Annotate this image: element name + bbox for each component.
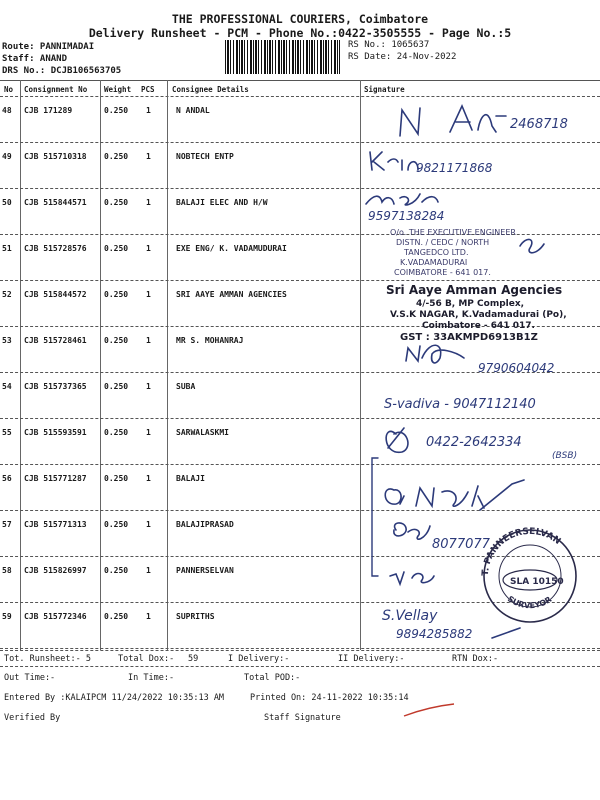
handwritten-phone: 2468718 [510,117,568,132]
signature-scribble [450,106,506,132]
row-number: 50 [2,198,12,207]
agency-stamp-line: 4/-56 B, MP Complex, [416,299,525,309]
weight-value: 0.250 [104,382,129,391]
row-number: 57 [2,520,12,529]
barcode [225,40,340,74]
handwritten-name-phone: S-vadiva - 9047112140 [384,397,536,412]
consignee-name: NOBTECH ENTP [176,152,234,161]
drs-number: DRS No.: DCJB106563705 [2,66,122,76]
rs-date: RS Date: 24-Nov-2022 [348,52,457,62]
col-pcs: PCS [141,85,155,94]
rs-number: RS No.: 1065637 [348,40,430,50]
weight-value: 0.250 [104,566,129,575]
weight-value: 0.250 [104,290,129,299]
consignment-number: CJB 515826997 [24,566,87,575]
out-time: Out Time:- [4,673,56,683]
i-delivery: I Delivery:- [228,654,290,664]
ii-delivery: II Delivery:- [338,654,405,664]
weight-value: 0.250 [104,152,129,161]
total-pod: Total POD:- [244,673,301,683]
runsheet-subtitle: Delivery Runsheet - PCM - Phone No.:0422-3505555 - Page No.:5 [88,26,512,40]
consignee-name: BALAJI ELEC AND H/W [176,198,268,207]
weight-value: 0.250 [104,474,129,483]
office-stamp-line: K.VADAMADURAI [400,258,468,267]
handwritten-phone: 9597138284 [368,209,445,223]
pcs-value: 1 [146,520,151,529]
consignee-name: MR S. MOHANRAJ [176,336,244,345]
consignment-number: CJB 515771287 [24,474,87,483]
signature-scribble [520,239,544,252]
row-number: 55 [2,428,12,437]
agency-stamp-line: V.S.K NAGAR, K.Vadamadurai (Po), [390,310,567,320]
row-number: 58 [2,566,12,575]
consignee-name: SARWALASKMI [176,428,229,437]
consignment-number: CJB 515844572 [24,290,87,299]
handwritten-phone: 9790604042 [478,361,555,375]
handwritten-phone: 0422-2642334 [426,435,522,450]
total-dox-label: Total Dox:- [118,654,175,664]
pcs-value: 1 [146,244,151,253]
pcs-value: 1 [146,336,151,345]
weight-value: 0.250 [104,336,129,345]
weight-value: 0.250 [104,106,129,115]
handwritten-phone: 9821171868 [416,161,493,175]
row-number: 52 [2,290,12,299]
pcs-value: 1 [146,566,151,575]
staff-label: Staff: ANAND [2,54,68,64]
pcs-value: 1 [146,428,151,437]
tot-runsheet: Tot. Runsheet:- 5 [4,654,91,664]
total-dox-value: 59 [188,654,199,664]
office-stamp-line: TANGEDCO LTD. [404,248,469,257]
row-number: 54 [2,382,12,391]
signature-scribble [370,152,418,170]
weight-value: 0.250 [104,244,129,253]
row-number: 59 [2,612,12,621]
svg-text:T. PANNEERSELVAN [481,527,562,576]
consignment-number: CJB 515728576 [24,244,87,253]
signature-scribble [492,628,520,638]
agency-stamp-line: GST : 33AKMPD6913B1Z [400,332,538,343]
consignment-number: CJB 171289 [24,106,73,115]
weight-value: 0.250 [104,612,129,621]
signature-scribble [386,428,408,452]
surveyor-seal [481,527,576,622]
signature-scribble [390,572,434,584]
printed-on: Printed On: 24-11-2022 10:35:14 [250,693,409,703]
signature-scribble [366,194,438,205]
handwritten-note: (BSB) [552,451,578,461]
row-number: 53 [2,336,12,345]
pcs-value: 1 [146,290,151,299]
weight-value: 0.250 [104,428,129,437]
pcs-value: 1 [146,198,151,207]
consignee-name: EXE ENG/ K. VADAMUDURAI [176,244,287,253]
signature-scribble [416,486,484,508]
agency-stamp-title: Sri Aaye Amman Agencies [386,283,563,297]
weight-value: 0.250 [104,198,129,207]
consignee-name: PANNERSELVAN [176,566,234,575]
consignment-number: CJB 515772346 [24,612,87,621]
consignment-number: CJB 515710318 [24,152,87,161]
pcs-value: 1 [146,612,151,621]
signature-area [360,96,600,651]
col-no: No [4,85,14,94]
consignee-name: BALAJI [176,474,205,483]
consignment-number: CJB 515771313 [24,520,87,529]
seal-top-text: T. PANNEERSELVAN [480,526,563,577]
office-stamp-line: O/o. THE EXECUTIVE ENGINEER [390,228,516,237]
signature-scribble [406,345,464,363]
signature-scribble [400,108,420,136]
handwritten-phone: 9894285882 [396,627,473,641]
consignee-name: SRI AAYE AMMAN AGENCIES [176,290,287,299]
consignment-number: CJB 515728461 [24,336,87,345]
staff-signature-stroke [400,700,460,720]
consignee-name: BALAJIPRASAD [176,520,234,529]
svg-text:SURVEYOR [506,594,554,610]
entered-by: Entered By :KALAIPCM 11/24/2022 10:35:13 AM [4,693,225,703]
pcs-value: 1 [146,382,151,391]
office-stamp-line: DISTN. / CEDC / NORTH [396,238,490,247]
weight-value: 0.250 [104,520,129,529]
runsheet-title: THE PROFESSIONAL COURIERS, Coimbatore [171,12,429,26]
row-number: 49 [2,152,12,161]
in-time: In Time:- [128,673,175,683]
signature-scribble [480,480,524,510]
col-signature: Signature [364,85,405,94]
row-number: 48 [2,106,12,115]
rtn-dox: RTN Dox:- [452,654,499,664]
row-number: 51 [2,244,12,253]
pcs-value: 1 [146,474,151,483]
consignee-name: SUPRITHS [176,612,215,621]
pcs-value: 1 [146,106,151,115]
consignee-name: SUBA [176,382,196,391]
col-weight: Weight [104,85,132,94]
seal-mid-text: SLA 10150 [510,577,564,587]
consignment-number: CJB 515593591 [24,428,87,437]
office-stamp-line: COIMBATORE - 641 017. [394,268,491,277]
handwritten-phone: 8077077 [432,537,490,552]
signature-scribble [385,489,404,504]
handwritten-name: S.Vellay [382,608,438,624]
consignment-number: CJB 515737365 [24,382,87,391]
staff-signature-label: Staff Signature [264,713,341,723]
row-number: 56 [2,474,12,483]
col-consignee: Consignee Details [172,85,249,94]
pcs-value: 1 [146,152,151,161]
agency-stamp-line: Coimbatore - 641 017. [422,321,535,331]
consignment-number: CJB 515844571 [24,198,87,207]
signature-scribble [394,523,430,539]
signature-scribble [372,458,378,576]
verified-by: Verified By [4,713,61,723]
consignee-name: N ANDAL [176,106,210,115]
seal-bottom-text: SURVEYOR [505,594,554,611]
col-consignment: Consignment No [24,85,88,94]
route-label: Route: PANNIMADAI [2,42,95,52]
